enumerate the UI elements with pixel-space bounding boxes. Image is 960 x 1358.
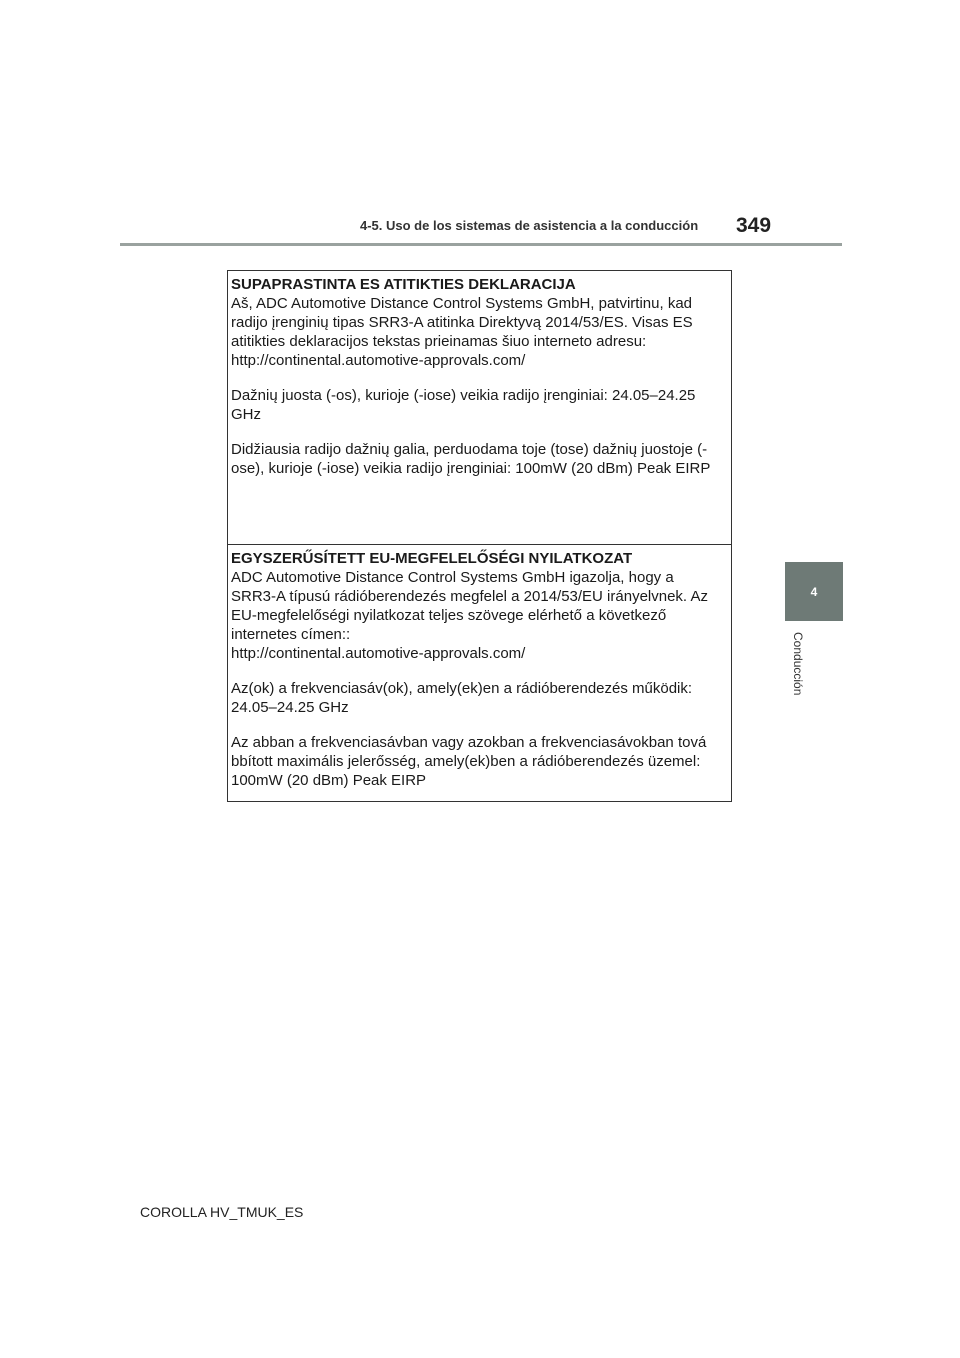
lithuanian-declaration	[228, 271, 731, 545]
hu-line: SRR3-A típusú rádióberendezés megfelel a 2014/53/EU irányelvnek. Az	[231, 588, 708, 605]
lt-line: radijo įrenginių tipas SRR3-A atitinka Direktyvą 2014/53/ES. Visas ES	[231, 314, 693, 331]
hu-frequency-line: 24.05–24.25 GHz	[231, 699, 349, 716]
hu-line: internetes címen::	[231, 626, 351, 643]
declaration-box	[227, 270, 732, 802]
header-divider	[120, 243, 842, 246]
lt-frequency-line: GHz	[231, 406, 261, 423]
lt-power-line: Didžiausia radijo dažnių galia, perduodama toje (tose) dažnių juostoje (-	[231, 441, 708, 458]
footer-model-code: COROLLA HV_TMUK_ES	[140, 1204, 304, 1220]
lt-line: Aš, ADC Automotive Distance Control Systems GmbH, patvirtinu, kad	[231, 295, 693, 312]
chapter-number: 4	[810, 584, 818, 599]
chapter-tab	[785, 562, 843, 621]
hu-url: http://continental.automotive-approvals.com/	[231, 645, 526, 662]
page-number: 349	[736, 214, 772, 237]
hu-line: EU-megfelelőségi nyilatkozat teljes szövege elérhető a következő	[231, 607, 667, 624]
hu-power-line: 100mW (20 dBm) Peak EIRP	[231, 772, 427, 789]
hu-power-line: bbított maximális jelerősség, amely(ek)ben a rádióberendezés üzemel:	[231, 753, 701, 770]
lt-frequency-line: Dažnių juosta (-os), kurioje (-iose) veikia radijo įrenginiai: 24.05–24.25	[231, 387, 696, 404]
lt-url: http://continental.automotive-approvals.com/	[231, 352, 526, 369]
lt-heading: SUPAPRASTINTA ES ATITIKTIES DEKLARACIJA	[231, 276, 576, 293]
chapter-label: Conducción	[791, 632, 805, 696]
lt-line: atitikties deklaracijos tekstas prieinamas šiuo interneto adresu:	[231, 333, 647, 350]
hungarian-declaration	[228, 545, 731, 803]
hu-line: ADC Automotive Distance Control Systems GmbH igazolja, hogy a	[231, 569, 674, 586]
lt-power-line: ose), kurioje (-iose) veikia radijo įrenginiai: 100mW (20 dBm) Peak EIRP	[231, 460, 711, 477]
hu-power-line: Az abban a frekvenciasávban vagy azokban a frekvenciasávokban tová	[231, 734, 707, 751]
hu-heading: EGYSZERŰSÍTETT EU-MEGFELELŐSÉGI NYILATKOZAT	[231, 550, 633, 567]
section-title: 4-5. Uso de los sistemas de asistencia a la conducción	[360, 218, 699, 233]
hu-frequency-line: Az(ok) a frekvenciasáv(ok), amely(ek)en a rádióberendezés működik:	[231, 680, 693, 697]
